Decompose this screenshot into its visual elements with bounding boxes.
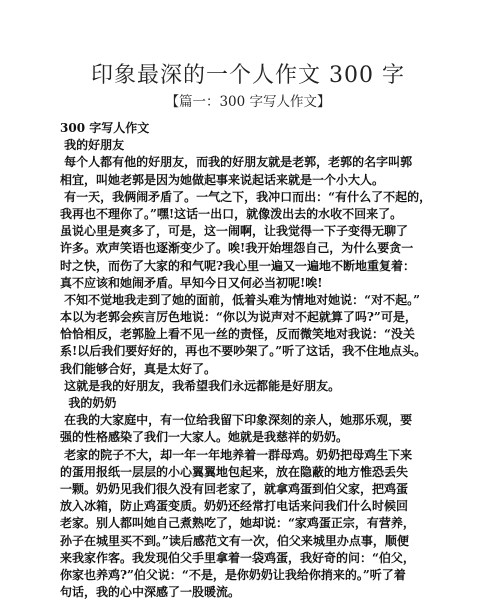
document-body xyxy=(60,120,442,601)
document-subtitle: 【篇一：300 字写人作文】 xyxy=(165,94,331,110)
text-line: 300 字写人作文 xyxy=(60,121,150,135)
text-line: 句话，我的心中深感了一股暖流。 xyxy=(60,585,241,600)
text-line: 虽说心里是爽多了，可是，这一闹啊，让我觉得一下子变得无聊了 xyxy=(60,224,409,239)
text-line: 的蛋用报纸一层层的小心翼翼地包起来，放在隐蔽的地方惟恐丢失 xyxy=(60,464,409,479)
text-line: 你家也养鸡?”伯父说：“不是，是你奶奶让我给你捎来的。”听了着 xyxy=(60,567,406,582)
text-line: 我的好朋友 xyxy=(60,138,125,153)
text-line: 来我家作客。我发现伯父手里拿着一袋鸡蛋，我好奇的问：“伯父， xyxy=(60,550,415,565)
text-line: 孙子在城里买不到。”读后感范文有一次，伯父来城里办点事，顺便 xyxy=(60,533,409,548)
text-line: 这就是我的好朋友，我希望我们永远都能是好朋友。 xyxy=(60,378,341,393)
text-line: 本以为老郭会疾言厉色地说：“你以为说声对不起就算了吗?”可是， xyxy=(60,310,417,325)
document-title: 印象最深的一个人作文 300 字 xyxy=(91,63,405,88)
text-line: 我们能够合好，真是太好了。 xyxy=(60,361,217,376)
text-line: 真不应该和她闹矛盾。早知今日又何必当初呢!唉! xyxy=(60,275,323,290)
text-line: 老家。别人都叫她自己煮熟吃了，她却说：“家鸡蛋正宗，有营养， xyxy=(60,516,415,531)
text-line: 强的性格感染了我们一大家人。她就是我慈祥的奶奶。 xyxy=(60,430,349,445)
text-line: 恰恰相反，老郭脸上看不见一丝的责怪，反而微笑地对我说：“没关 xyxy=(60,327,415,342)
text-line: 时之快，而伤了大家的和气呢?我心里一遍又一遍地不断地重复着： xyxy=(60,258,416,273)
text-line: 一颗。奶奶见我们很久没有回老家了，就拿鸡蛋到伯父家，把鸡蛋 xyxy=(60,481,409,496)
text-line: 放入冰箱，防止鸡蛋变质。奶奶还经常打电话来问我们什么时候回 xyxy=(60,499,409,514)
text-line: 我再也不理你了。”嘿!这话一出口，就像泼出去的水收不回来了。 xyxy=(60,206,403,221)
text-line: 不知不觉地我走到了她的面前，低着头难为情地对她说：“对不起。” xyxy=(60,292,420,307)
text-line: 老家的院子不大，却一年一年地养着一群母鸡。奶奶把母鸡生下来 xyxy=(60,447,413,462)
text-line: 相宜，叫她老郭是因为她做起事来说起话来就是一个小大人。 xyxy=(60,172,385,187)
text-line: 我的奶奶 xyxy=(60,396,117,410)
text-line: 许多。欢声笑语也逐渐变少了。唉!我开始埋怨自己，为什么要贪一 xyxy=(60,241,414,256)
text-line: 每个人都有他的好朋友，而我的好朋友就是老郭，老郭的名字叫郭 xyxy=(60,155,413,170)
text-line: 在我的大家庭中，有一位给我留下印象深刻的亲人，她那乐观，要 xyxy=(60,413,413,428)
text-line: 系!以后我们要好好的，再也不要吵架了。”听了这话，我不住地点头。 xyxy=(60,344,427,359)
text-line: 有一天，我俩闹矛盾了。一气之下，我冲口而出：“有什么了不起的， xyxy=(60,189,432,204)
